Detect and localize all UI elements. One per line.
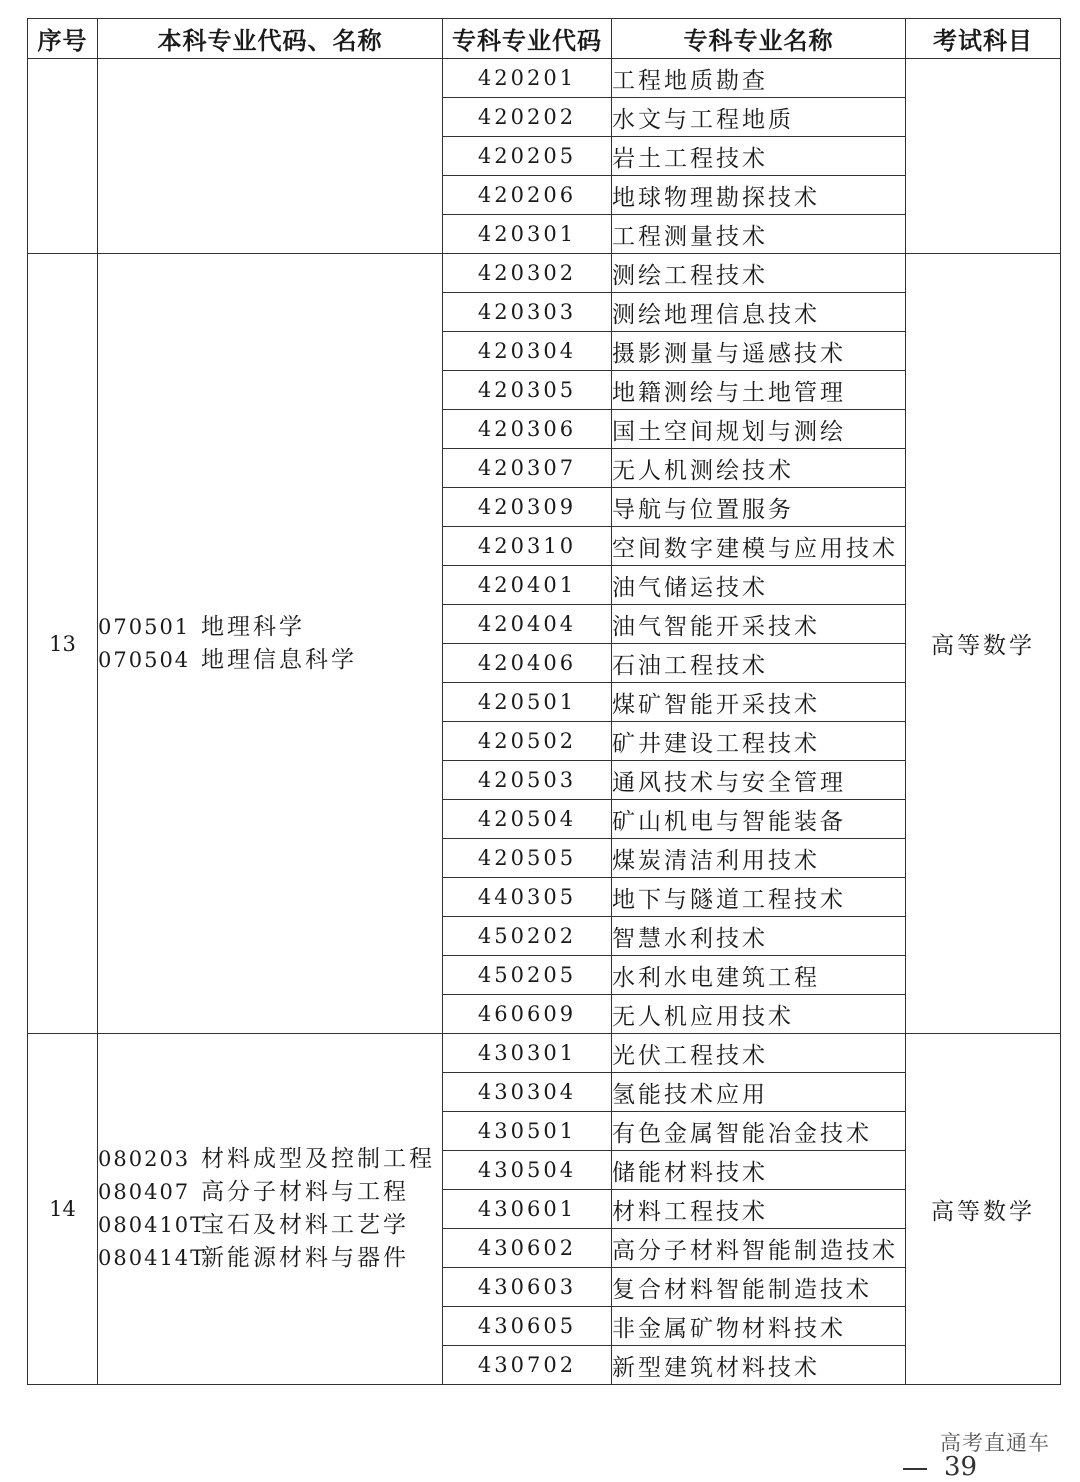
vocational-name: 智慧水利技术 <box>612 917 906 956</box>
vocational-code: 420202 <box>443 98 612 137</box>
vocational-code: 420205 <box>443 137 612 176</box>
vocational-code: 420302 <box>443 254 612 293</box>
vocational-name: 测绘工程技术 <box>612 254 906 293</box>
watermark: 高考直通车 <box>940 1431 1050 1455</box>
undergrad-name: 材料成型及控制工程 <box>201 1146 435 1172</box>
undergrad-name: 地理科学 <box>201 613 305 640</box>
undergrad-cell <box>98 254 443 1034</box>
vocational-code: 460609 <box>443 995 612 1034</box>
vocational-name: 摄影测量与遥感技术 <box>612 332 906 371</box>
vocational-code: 420301 <box>443 215 612 254</box>
vocational-name: 岩土工程技术 <box>612 137 906 176</box>
vocational-code: 420310 <box>443 527 612 566</box>
vocational-code: 420306 <box>443 410 612 449</box>
vocational-name: 非金属矿物材料技术 <box>612 1307 906 1346</box>
vocational-name: 氢能技术应用 <box>612 1073 906 1112</box>
header-code: 专科专业代码 <box>443 19 612 59</box>
vocational-name: 光伏工程技术 <box>612 1034 906 1073</box>
page-number: 39 <box>944 1452 978 1482</box>
vocational-name: 材料工程技术 <box>612 1190 906 1229</box>
vocational-name: 油气储运技术 <box>612 566 906 605</box>
header-undergrad: 本科专业代码、名称 <box>98 19 443 59</box>
vocational-code: 440305 <box>443 878 612 917</box>
major-table <box>27 18 1061 1385</box>
table-header-row <box>28 19 1061 59</box>
undergrad-name: 地理信息科学 <box>201 646 357 673</box>
vocational-code: 420206 <box>443 176 612 215</box>
vocational-name: 无人机测绘技术 <box>612 449 906 488</box>
undergrad-code: 080203 <box>98 1147 191 1171</box>
vocational-name: 地下与隧道工程技术 <box>612 878 906 917</box>
undergrad-code: 080414T <box>98 1246 207 1270</box>
vocational-name: 空间数字建模与应用技术 <box>612 527 906 566</box>
vocational-name: 有色金属智能冶金技术 <box>612 1112 906 1151</box>
vocational-name: 水利水电建筑工程 <box>612 956 906 995</box>
header-name: 专科专业名称 <box>612 19 906 59</box>
seq-cell <box>28 59 98 254</box>
undergrad-code: 080410T <box>98 1213 207 1237</box>
undergrad-cell <box>98 59 443 254</box>
vocational-code: 430602 <box>443 1229 612 1268</box>
undergrad-code: 070504 <box>98 647 191 672</box>
vocational-name: 测绘地理信息技术 <box>612 293 906 332</box>
vocational-code: 420401 <box>443 566 612 605</box>
exam-cell: 高等数学 <box>906 1034 1061 1385</box>
vocational-code: 420504 <box>443 800 612 839</box>
vocational-code: 420505 <box>443 839 612 878</box>
undergrad-item <box>98 1176 442 1209</box>
vocational-name: 矿井建设工程技术 <box>612 722 906 761</box>
undergrad-code: 080407 <box>98 1180 191 1204</box>
vocational-code: 420201 <box>443 59 612 98</box>
vocational-code: 420503 <box>443 761 612 800</box>
table-row <box>28 59 1061 98</box>
header-seq: 序号 <box>28 19 98 59</box>
undergrad-name: 高分子材料与工程 <box>201 1179 409 1205</box>
seq-cell: 14 <box>28 1034 98 1385</box>
vocational-name: 地球物理勘探技术 <box>612 176 906 215</box>
vocational-code: 430501 <box>443 1112 612 1151</box>
exam-cell <box>906 59 1061 254</box>
vocational-code: 420303 <box>443 293 612 332</box>
vocational-name: 水文与工程地质 <box>612 98 906 137</box>
vocational-code: 420406 <box>443 644 612 683</box>
footer-dash <box>903 1468 927 1470</box>
vocational-name: 高分子材料智能制造技术 <box>612 1229 906 1268</box>
vocational-name: 工程地质勘查 <box>612 59 906 98</box>
exam-cell: 高等数学 <box>906 254 1061 1034</box>
seq-cell: 13 <box>28 254 98 1034</box>
table-body <box>28 59 1061 1385</box>
vocational-name: 石油工程技术 <box>612 644 906 683</box>
vocational-code: 430304 <box>443 1073 612 1112</box>
undergrad-code: 070501 <box>98 614 191 639</box>
undergrad-item <box>98 1242 442 1275</box>
vocational-code: 420305 <box>443 371 612 410</box>
vocational-name: 油气智能开采技术 <box>612 605 906 644</box>
table-row <box>28 254 1061 293</box>
header-exam: 考试科目 <box>906 19 1061 59</box>
vocational-code: 430605 <box>443 1307 612 1346</box>
undergrad-item <box>98 1209 442 1242</box>
vocational-code: 450205 <box>443 956 612 995</box>
vocational-code: 420307 <box>443 449 612 488</box>
table-row <box>28 1034 1061 1073</box>
undergrad-cell <box>98 1034 443 1385</box>
vocational-name: 地籍测绘与土地管理 <box>612 371 906 410</box>
vocational-name: 复合材料智能制造技术 <box>612 1268 906 1307</box>
vocational-name: 煤矿智能开采技术 <box>612 683 906 722</box>
vocational-name: 储能材料技术 <box>612 1151 906 1190</box>
vocational-code: 430601 <box>443 1190 612 1229</box>
undergrad-item <box>98 1143 442 1176</box>
vocational-name: 煤炭清洁利用技术 <box>612 839 906 878</box>
vocational-code: 420404 <box>443 605 612 644</box>
undergrad-item <box>98 611 442 644</box>
vocational-code: 430301 <box>443 1034 612 1073</box>
vocational-code: 430504 <box>443 1151 612 1190</box>
vocational-name: 导航与位置服务 <box>612 488 906 527</box>
vocational-name: 国土空间规划与测绘 <box>612 410 906 449</box>
vocational-name: 无人机应用技术 <box>612 995 906 1034</box>
vocational-name: 新型建筑材料技术 <box>612 1346 906 1385</box>
undergrad-name: 新能源材料与器件 <box>201 1245 409 1271</box>
vocational-name: 通风技术与安全管理 <box>612 761 906 800</box>
vocational-code: 420309 <box>443 488 612 527</box>
vocational-name: 矿山机电与智能装备 <box>612 800 906 839</box>
vocational-code: 450202 <box>443 917 612 956</box>
vocational-name: 工程测量技术 <box>612 215 906 254</box>
vocational-code: 420304 <box>443 332 612 371</box>
vocational-code: 420502 <box>443 722 612 761</box>
vocational-code: 420501 <box>443 683 612 722</box>
undergrad-item <box>98 644 442 677</box>
vocational-code: 430603 <box>443 1268 612 1307</box>
undergrad-name: 宝石及材料工艺学 <box>201 1212 409 1238</box>
vocational-code: 430702 <box>443 1346 612 1385</box>
